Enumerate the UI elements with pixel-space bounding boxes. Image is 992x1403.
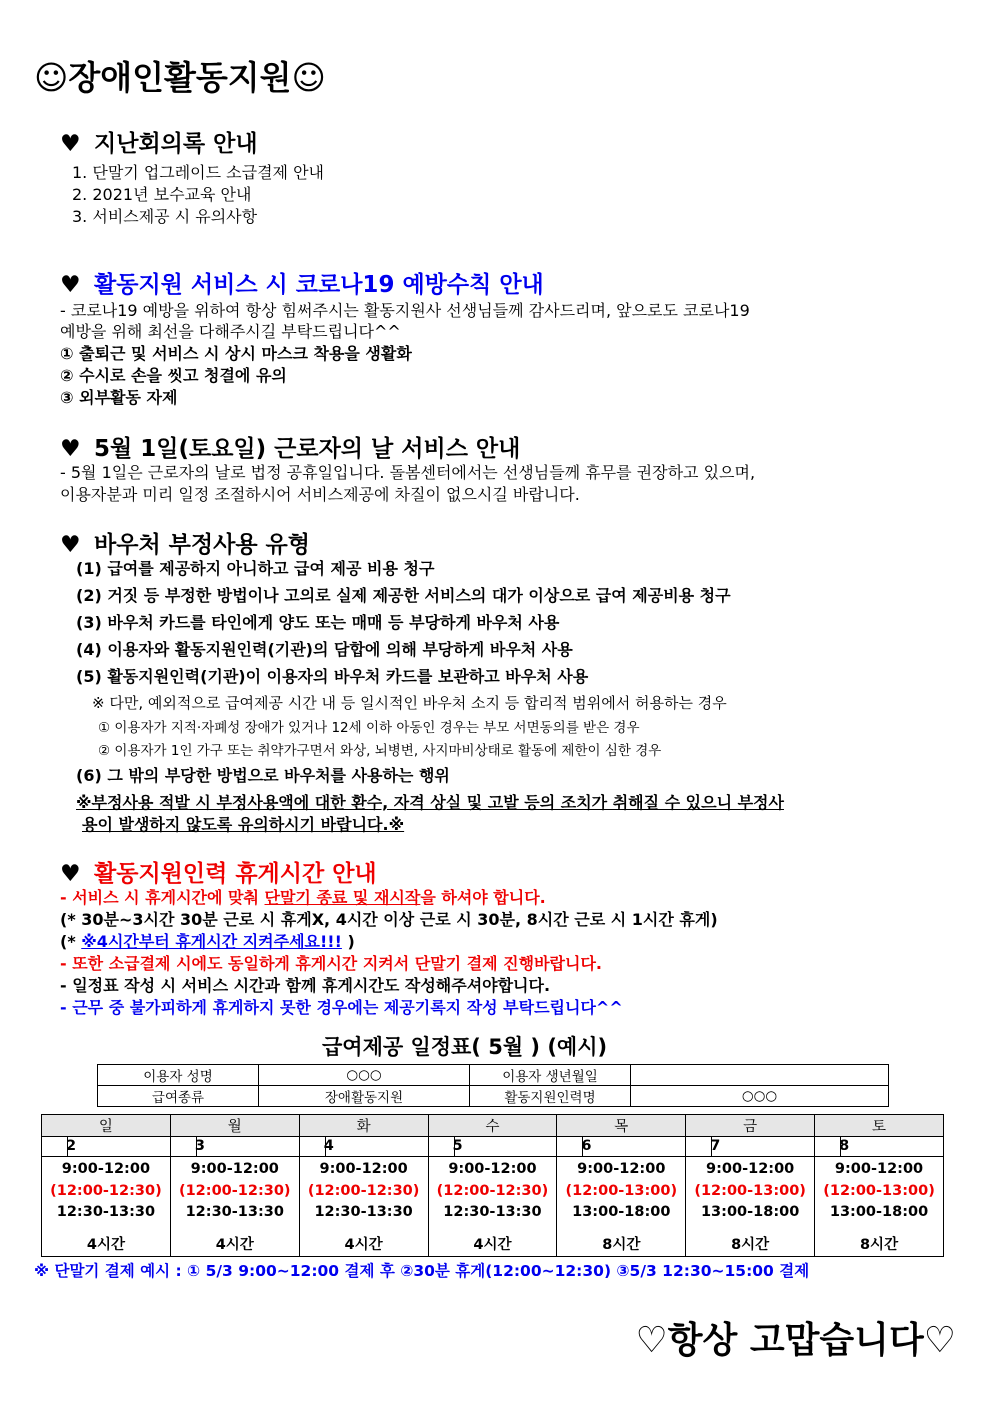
heart-icon: ♥ xyxy=(60,861,81,887)
day-cell: 9:00-12:00 (12:00-12:30) 12:30-13:30 4시간 xyxy=(299,1157,428,1257)
list-item: 1. 단말기 업그레이드 소급결제 안내 xyxy=(72,163,325,182)
section3-text2: 이용자분과 미리 일정 조절하시어 서비스제공에 차질이 없으시길 바랍니다. xyxy=(60,485,580,504)
heart-icon: ♥ xyxy=(60,436,81,462)
section2-heading: ♥ 활동지원 서비스 시 코로나19 예방수칙 안내 xyxy=(60,272,544,298)
day-cell: 9:00-12:00 (12:00-12:30) 12:30-13:30 4시간 xyxy=(428,1157,557,1257)
voucher-note: ※ 다만, 예외적으로 급여제공 시간 내 등 일시적인 바우처 소지 등 합리적 범위에서 허용하는 경우 xyxy=(92,694,727,712)
schedule-info-table: 이용자 성명 ○○○ 이용자 생년월일 급여종류 장애활동지원 활동지원인력명 ○○○ xyxy=(97,1064,889,1107)
day-cell: 9:00-12:00 (12:00-13:00) 13:00-18:00 8시간 xyxy=(815,1157,944,1257)
break-line: - 일정표 작성 시 서비스 시간과 함께 휴게시간도 작성해주셔야합니다. xyxy=(60,976,551,995)
heart-icon: ♥ xyxy=(60,532,81,558)
payment-example: ※ 단말기 결제 예시 : ① 5/3 9:00~12:00 결제 후 ②30분 휴게(12:00~12:30) ③5/3 12:30~15:00 결제 xyxy=(34,1262,810,1280)
list-item: 3. 서비스제공 시 유의사항 xyxy=(72,207,258,226)
section2-text1: - 코로나19 예방을 위하여 항상 힘써주시는 활동지원사 선생님들께 감사드리며, 앞으로도 코로나19 xyxy=(60,301,750,320)
section3-heading: ♥ 5월 1일(토요일) 근로자의 날 서비스 안내 xyxy=(60,436,521,462)
schedule-title: 급여제공 일정표( 5월 ) (예시) xyxy=(322,1035,608,1059)
break-line: - 서비스 시 휴게시간에 맞춰 단말기 종료 및 재시작을 하셔야 합니다. xyxy=(60,888,546,907)
section2-rule: ① 출퇴근 및 서비스 시 상시 마스크 착용을 생활화 xyxy=(60,344,412,363)
section4-heading: ♥ 바우처 부정사용 유형 xyxy=(60,532,310,558)
day-header-row: 일 월 화 수 목 금 토 xyxy=(42,1115,944,1137)
heart-icon: ♥ xyxy=(60,131,81,157)
voucher-subnote: ② 이용자가 1인 가구 또는 취약가구면서 와상, 뇌병변, 사지마비상태로 활동에 제한이 심한 경우 xyxy=(98,743,662,759)
date-row: 2 3 4 5 6 7 8 xyxy=(42,1137,944,1157)
day-cell: 9:00-12:00 (12:00-13:00) 13:00-18:00 8시간 xyxy=(557,1157,686,1257)
voucher-item: (3) 바우처 카드를 타인에게 양도 또는 매매 등 부당하게 바우처 사용 xyxy=(76,613,560,632)
break-line: (* 30분~3시간 30분 근로 시 휴게X, 4시간 이상 근로 시 30분, 8시간 근로 시 1시간 휴게) xyxy=(60,910,718,929)
section2-rule: ② 수시로 손을 씻고 청결에 유의 xyxy=(60,366,287,385)
voucher-item: (5) 활동지원인력(기관)이 이용자의 바우처 카드를 보관하고 바우처 사용 xyxy=(76,667,589,686)
schedule-week-table xyxy=(41,1114,944,1257)
voucher-item: (1) 급여를 제공하지 아니하고 급여 제공 비용 청구 xyxy=(76,559,435,578)
break-line: - 근무 중 불가피하게 휴게하지 못한 경우에는 제공기록지 작성 부탁드립니다^^ xyxy=(60,998,623,1017)
section3-text1: - 5월 1일은 근로자의 날로 법정 공휴일입니다. 돌봄센터에서는 선생님들께 휴무를 권장하고 있으며, xyxy=(60,463,756,482)
section2-rule: ③ 외부활동 자제 xyxy=(60,388,178,407)
voucher-warning: 용이 발생하지 않도록 유의하시기 바랍니다.※ xyxy=(82,815,405,834)
heart-icon: ♥ xyxy=(60,272,81,298)
page-title: ☺장애인활동지원☺ xyxy=(34,58,326,97)
closing-message: ♡항상 고맙습니다♡ xyxy=(635,1320,956,1361)
day-cell: 9:00-12:00 (12:00-12:30) 12:30-13:30 4시간 xyxy=(170,1157,299,1257)
time-row xyxy=(42,1157,944,1257)
break-line: - 또한 소급결제 시에도 동일하게 휴게시간 지켜서 단말기 결제 진행바랍니다. xyxy=(60,954,602,973)
voucher-item: (4) 이용자와 활동지원인력(기관)의 담합에 의해 부당하게 바우처 사용 xyxy=(76,640,573,659)
voucher-subnote: ① 이용자가 지적·자폐성 장애가 있거나 12세 이하 아동인 경우는 부모 서면동의를 받은 경우 xyxy=(98,720,640,736)
section5-heading: ♥ 활동지원인력 휴게시간 안내 xyxy=(60,861,377,887)
section1-heading: ♥ 지난회의록 안내 xyxy=(60,131,258,157)
section1-list xyxy=(72,162,324,228)
voucher-warning: ※부정사용 적발 시 부정사용액에 대한 환수, 자격 상실 및 고발 등의 조치가 취해질 수 있으니 부정사 xyxy=(76,793,784,812)
voucher-item: (2) 거짓 등 부정한 방법이나 고의로 실제 제공한 서비스의 대가 이상으로 급여 제공비용 청구 xyxy=(76,586,731,605)
day-cell: 9:00-12:00 (12:00-13:00) 13:00-18:00 8시간 xyxy=(686,1157,815,1257)
break-line: (* ※4시간부터 휴게시간 지켜주세요!!! ) xyxy=(60,932,355,951)
voucher-item: (6) 그 밖의 부당한 방법으로 바우처를 사용하는 행위 xyxy=(76,766,450,785)
list-item: 2. 2021년 보수교육 안내 xyxy=(72,185,252,204)
day-cell: 9:00-12:00 (12:00-12:30) 12:30-13:30 4시간 xyxy=(42,1157,171,1257)
section2-text2: 예방을 위해 최선을 다해주시길 부탁드립니다^^ xyxy=(60,322,401,341)
